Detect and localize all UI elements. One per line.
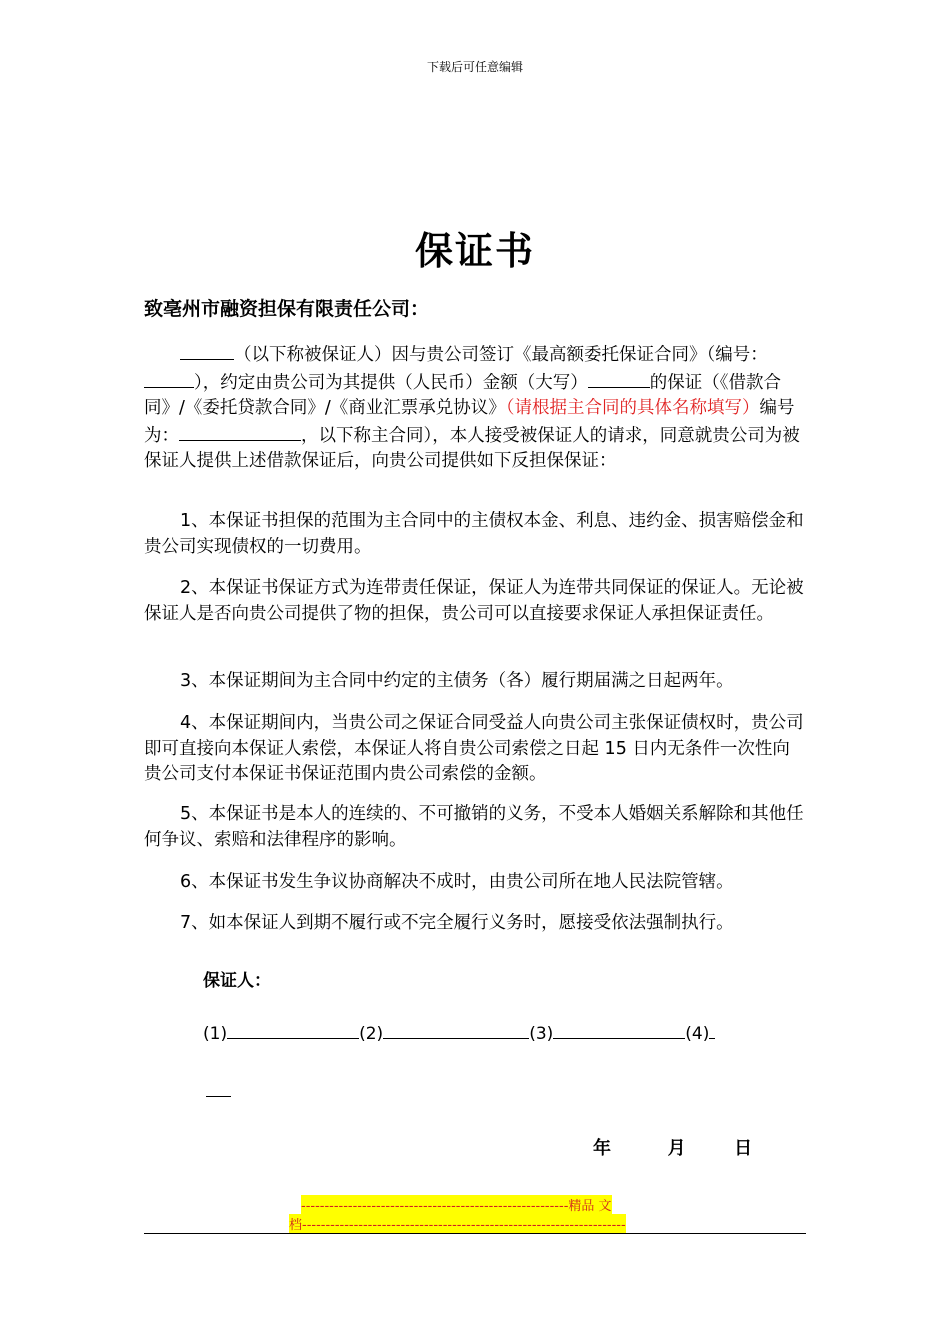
document-title: 保证书 [414, 229, 535, 273]
guarantee-party-blank [180, 341, 234, 360]
amount-blank [588, 369, 650, 388]
footer-watermark-line-2: 档--------------------------------------------------------------------- [289, 1214, 626, 1233]
clause-5: 5、本保证书是本人的连续的、不可撤销的义务，不受本人婚姻关系解除和其他任何争议、索赔和法律程序的影响。 [144, 804, 804, 850]
date-month: 月 [667, 1138, 686, 1159]
footer-divider [144, 1233, 806, 1234]
signer-2-label: (2) [359, 1024, 384, 1044]
intro-text-2: ），约定由贵公司为其提供（人民币）金额（大写） [194, 372, 588, 393]
signer-1-blank [227, 1022, 359, 1039]
addressee: 致亳州市融资担保有限责任公司： [144, 298, 430, 320]
intro-red-note: （请根据主合同的具体名称填写） [505, 398, 760, 418]
date-year: 年 [593, 1138, 611, 1159]
signer-4-label: (4) [685, 1024, 710, 1044]
contract-number-blank [144, 369, 194, 388]
signer-1-label: (1) [203, 1024, 228, 1044]
date-day: 日 [734, 1138, 753, 1159]
signer-4-blank [709, 1022, 715, 1039]
intro-text-4: 编号为： [144, 398, 795, 446]
header-note: 下载后可任意编辑 [426, 60, 523, 74]
guarantor-label: 保证人： [203, 971, 271, 991]
clause-7: 7、如本保证人到期不履行或不完全履行义务时，愿接受依法强制执行。 [180, 913, 734, 933]
signer-4-blank-continuation [206, 1096, 231, 1097]
clause-4: 4、本保证期间内，当贵公司之保证合同受益人向贵公司主张保证债权时，贵公司即可直接向本保证人索偿，本保证人将自贵公司索偿之日起 15 日内无条件一次性向贵公司支付本保证书保证范围内贵公司索偿的金额。 [144, 713, 804, 784]
signer-2-blank [383, 1022, 529, 1039]
signature-row [203, 1022, 715, 1044]
clause-1: 1、本保证书担保的范围为主合同中的主债权本金、利息、违约金、损害赔偿金和贵公司实现债权的一切费用。 [144, 511, 804, 557]
signer-3-blank [553, 1022, 685, 1039]
main-contract-number-blank [179, 422, 301, 441]
footer-watermark-line-1: ---------------------------------------------------------精品 文 [301, 1195, 612, 1214]
clause-6: 6、本保证书发生争议协商解决不成时，由贵公司所在地人民法院管辖。 [180, 872, 734, 892]
date-line [593, 1134, 752, 1160]
clause-2: 2、本保证书保证方式为连带责任保证，保证人为连带共同保证的保证人。无论被保证人是否向贵公司提供了物的担保，贵公司可以直接要求保证人承担保证责任。 [144, 578, 804, 624]
intro-text-1: （以下称被保证人）因与贵公司签订《最高额委托保证合同》（编号： [234, 345, 768, 365]
intro-paragraph [144, 341, 806, 475]
intro-text-3: 的保证（《借款合同》/《委托贷款合同》/《商业汇票承兑协议》 [144, 372, 781, 418]
signer-3-label: (3) [529, 1024, 554, 1044]
clause-3: 3、本保证期间为主合同中约定的主债务（各）履行期届满之日起两年。 [180, 671, 734, 691]
intro-text-5: ，以下称主合同），本人接受被保证人的请求，同意就贵公司为被保证人提供上述借款保证后，向贵公司提供如下反担保保证： [144, 425, 800, 471]
